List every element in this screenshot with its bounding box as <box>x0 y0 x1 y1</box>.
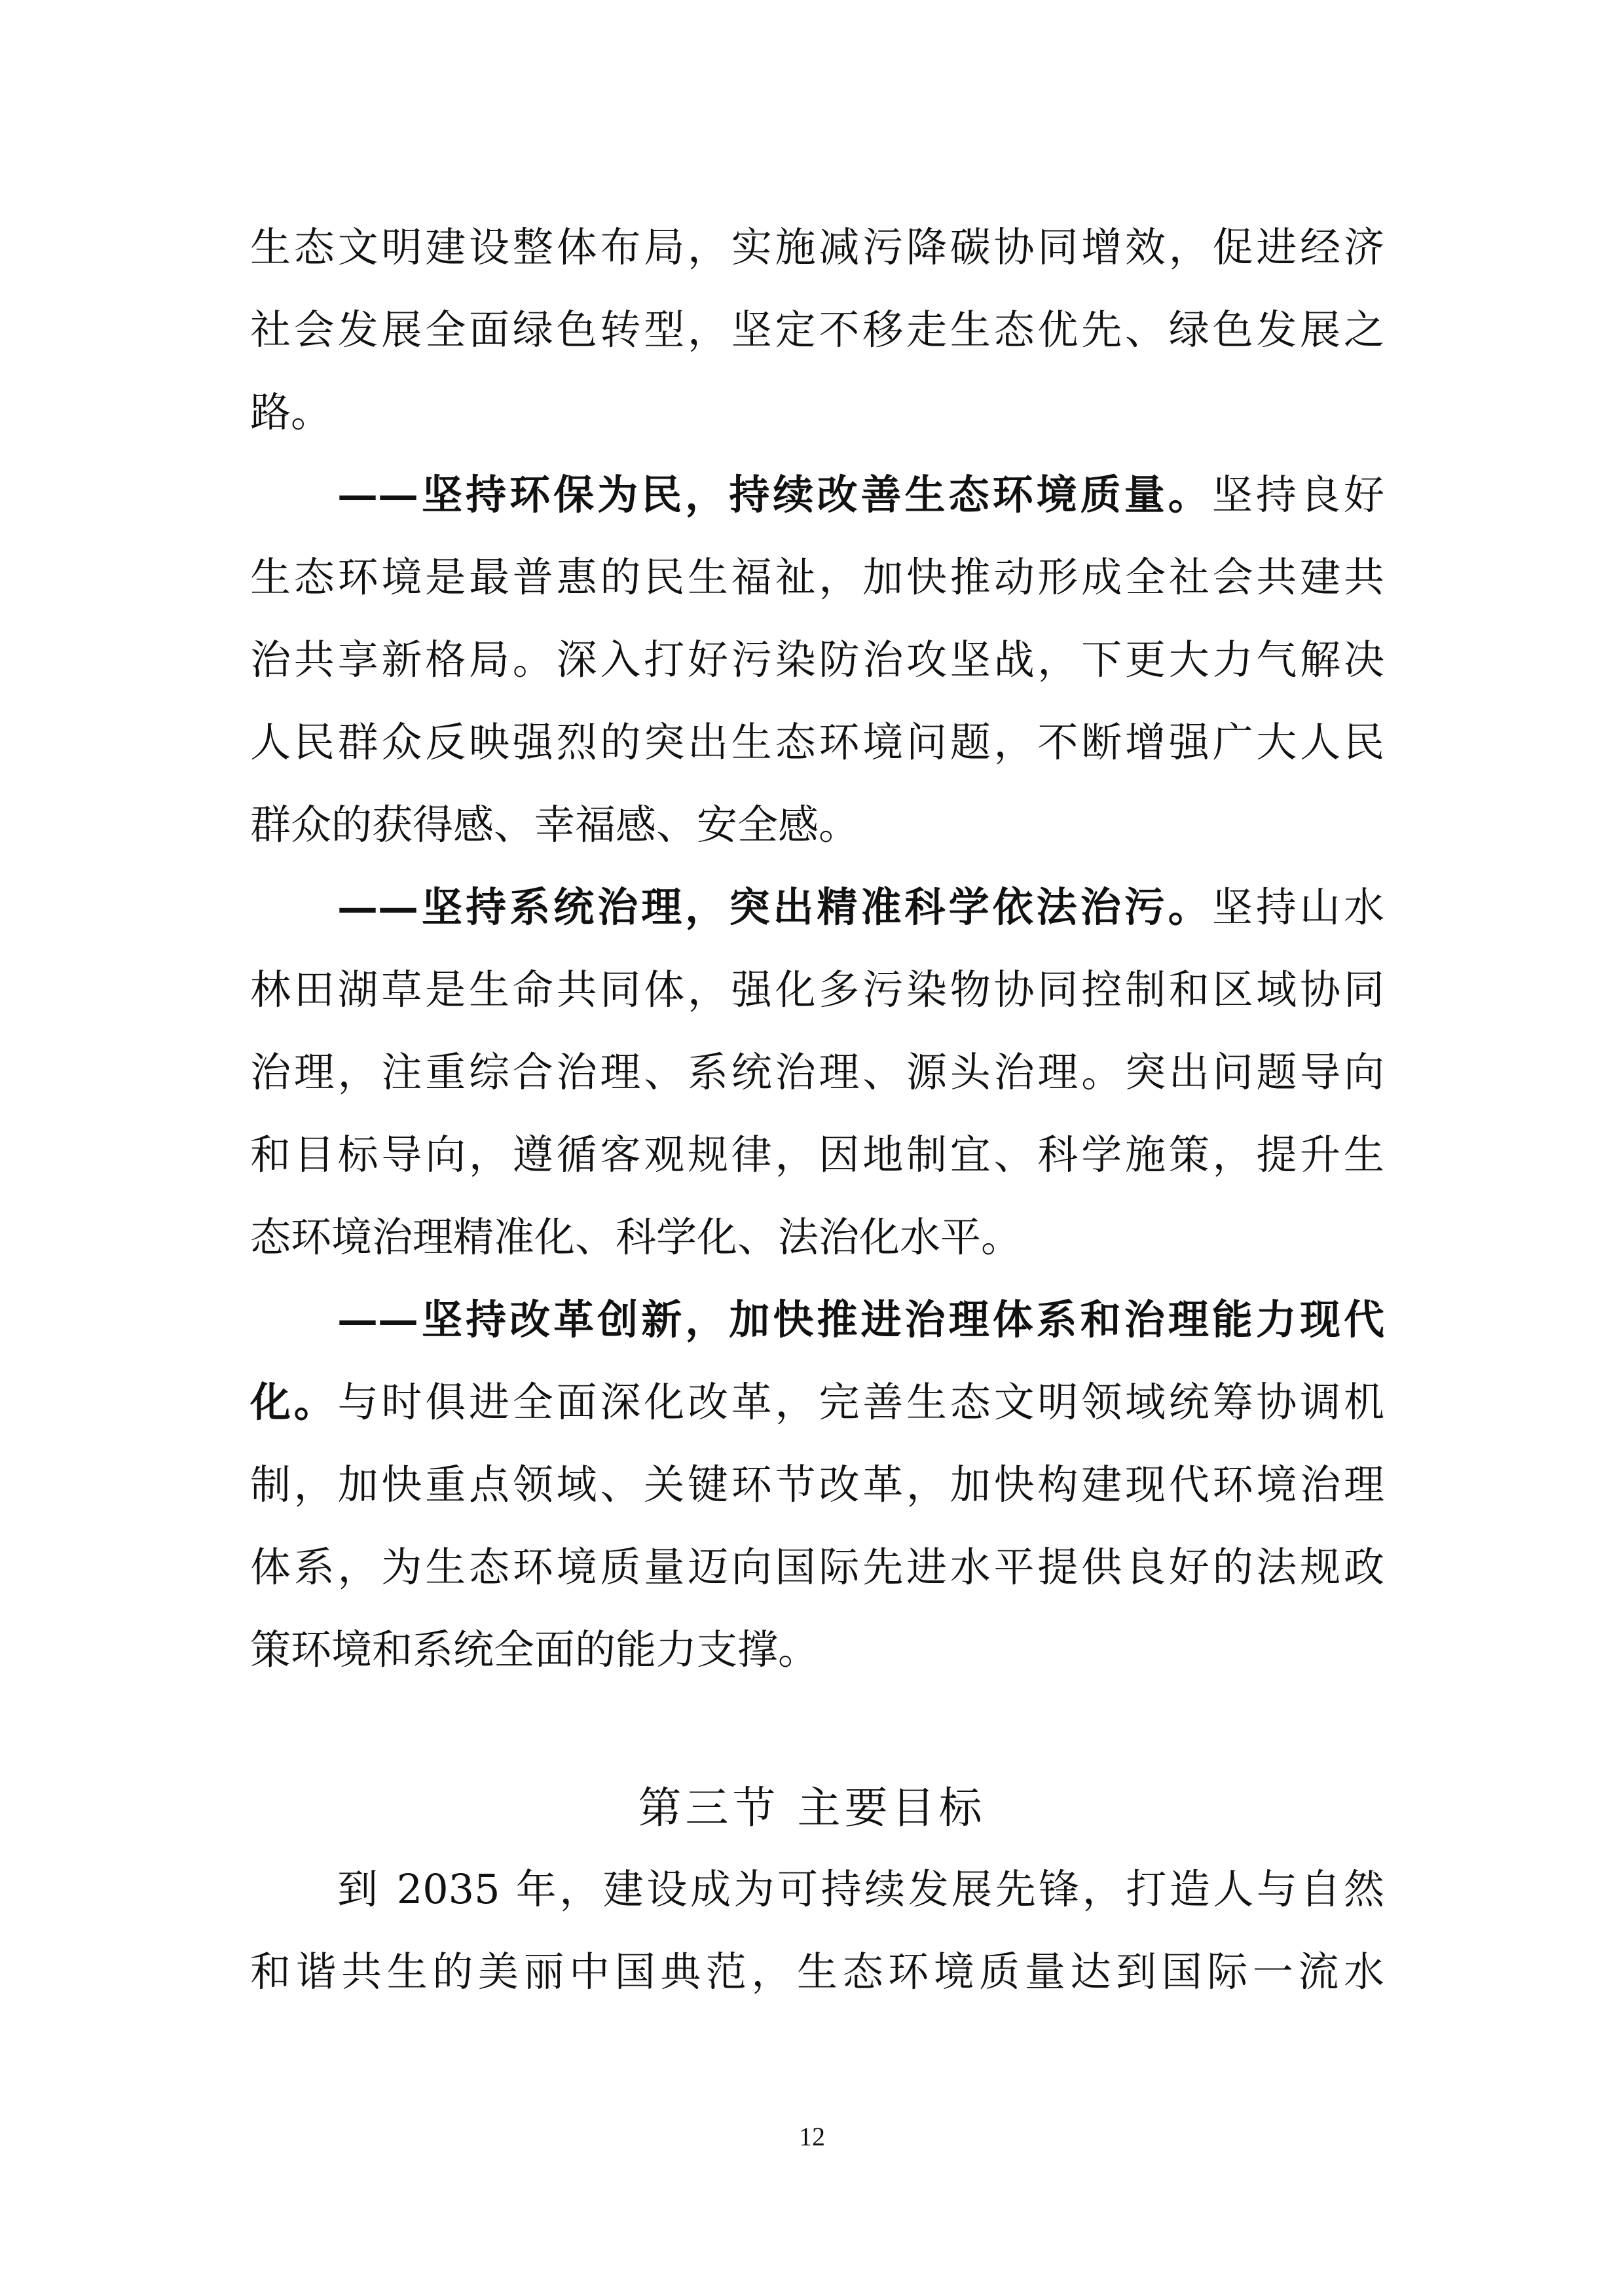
line-text: 态环境治理精准化、科学化、法治化水平。 <box>250 1213 1022 1261</box>
text-line <box>250 304 1384 356</box>
text-line <box>250 1129 1384 1181</box>
line-text: 策环境和系统全面的能力支撑。 <box>250 1626 819 1673</box>
text-line <box>250 1376 1384 1429</box>
line-text: 生态环境是最普惠的民生福祉，加快推动形成全社会共建共 <box>250 553 1384 601</box>
line-text: 坚持良好 <box>1211 471 1384 519</box>
line-text: 到 2035 年，建设成为可持续发展先锋，打造人与自然 <box>337 1865 1384 1913</box>
text-line <box>250 1294 1384 1346</box>
text-line <box>250 634 1384 686</box>
text-line <box>250 551 1384 604</box>
line-text: 人民群众反映强烈的突出生态环境问题，不断增强广大人民 <box>250 718 1384 766</box>
line-text: 林田湖草是生命共同体，强化多污染物协同控制和区域协同 <box>250 966 1384 1013</box>
page-number: 12 <box>799 2122 825 2151</box>
bold-lead: ——坚持环保为民，持续改善生态环境质量。 <box>337 471 1212 519</box>
line-text: 路。 <box>250 388 332 436</box>
bold-lead: ——坚持系统治理，突出精准科学依法治污。 <box>337 883 1212 931</box>
bold-lead: 化。 <box>250 1378 338 1426</box>
text-line <box>250 1211 1384 1264</box>
line-text: 和目标导向，遵循客观规律，因地制宜、科学施策，提升生 <box>250 1131 1384 1178</box>
text-line <box>250 716 1384 769</box>
section-heading: 第三节 主要目标 <box>638 1783 986 1833</box>
line-text: 治理，注重综合治理、系统治理、源头治理。突出问题导向 <box>250 1048 1384 1096</box>
text-line <box>250 799 1384 851</box>
line-text: 坚持山水 <box>1211 883 1384 931</box>
text-line <box>250 1946 1384 1998</box>
text-line <box>250 1541 1384 1594</box>
line-text: 群众的获得感、幸福感、安全感。 <box>250 801 860 848</box>
line-text: 与时俱进全面深化改革，完善生态文明领域统筹协调机 <box>337 1378 1384 1426</box>
text-line <box>250 386 1384 439</box>
line-text: 体系，为生态环境质量迈向国际先进水平提供良好的法规政 <box>250 1543 1384 1591</box>
text-line <box>250 881 1384 934</box>
line-text: 制，加快重点领域、关键环节改革，加快构建现代环境治理 <box>250 1461 1384 1508</box>
line-text: 和谐共生的美丽中国典范，生态环境质量达到国际一流水 <box>250 1948 1384 1995</box>
text-line <box>250 964 1384 1016</box>
line-text: 生态文明建设整体布局，实施减污降碳协同增效，促进经济 <box>250 223 1384 271</box>
line-text: 社会发展全面绿色转型，坚定不移走生态优先、绿色发展之 <box>250 306 1384 354</box>
bold-lead: ——坚持改革创新，加快推进治理体系和治理能力现代 <box>337 1296 1384 1343</box>
text-line <box>250 469 1384 521</box>
line-text: 治共享新格局。深入打好污染防治攻坚战，下更大力气解决 <box>250 636 1384 683</box>
text-line <box>250 1624 1384 1676</box>
text-line <box>250 1863 1384 1916</box>
text-line <box>250 1459 1384 1511</box>
text-line <box>250 221 1384 274</box>
text-line <box>250 1046 1384 1099</box>
